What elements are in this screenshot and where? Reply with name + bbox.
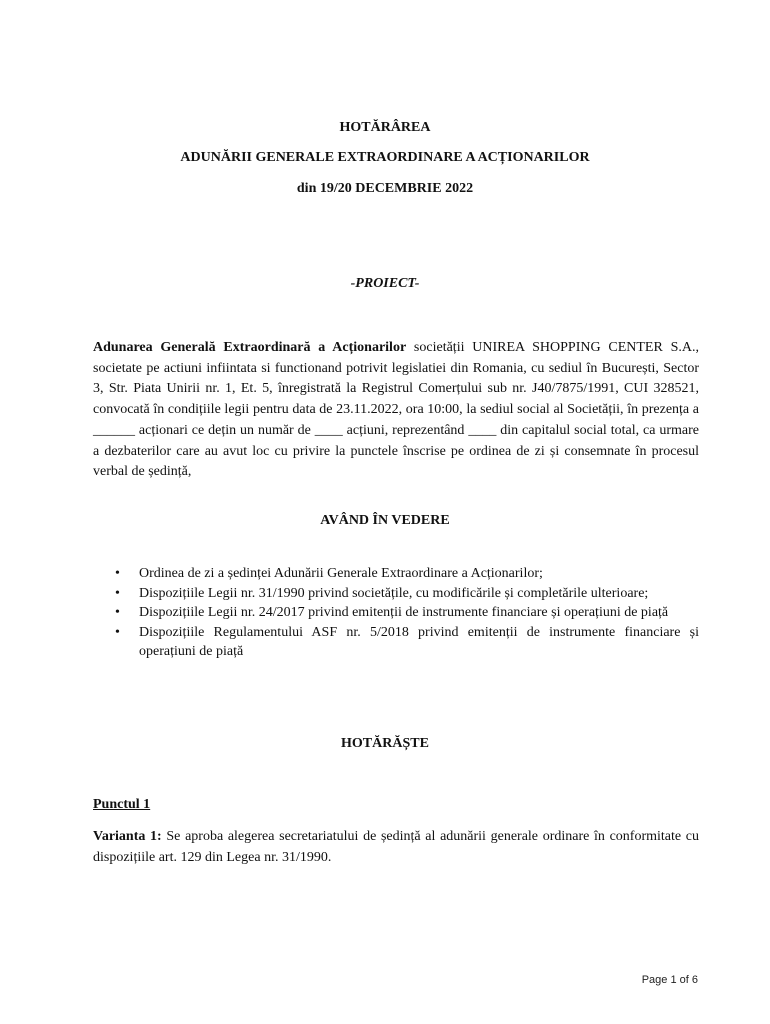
list-item-text: Dispozițiile Legii nr. 31/1990 privind societățile, cu modificările și completările ulterioare; — [139, 585, 649, 601]
page-number: Page 1 of 6 — [641, 974, 698, 986]
bullet-icon: • — [115, 605, 120, 620]
list-item — [93, 564, 699, 584]
list-item-text: Dispozițiile Legii nr. 24/2017 privind emitenții de instrumente financiare și operațiuni de piață — [139, 605, 669, 620]
variant-1-paragraph — [93, 827, 699, 868]
variant-1-text: Se aproba alegerea secretariatului de ședință al adunării generale ordinare în conformitate cu dispozițiile art. 129 din Legea nr. 31/1990. — [93, 829, 699, 865]
point-1-title: Punctul 1 — [93, 797, 151, 812]
bullet-icon: • — [115, 566, 120, 581]
document-subtitle: ADUNĂRII GENERALE EXTRAORDINARE A ACȚIONARILOR — [180, 150, 590, 165]
list-item — [93, 603, 699, 623]
document-date: din 19/20 DECEMBRIE 2022 — [296, 181, 474, 196]
list-item-text: Ordinea de zi a ședinței Adunării Generale Extraordinare a Acționarilor; — [139, 566, 543, 581]
bullet-icon: • — [115, 624, 120, 640]
list-item — [93, 623, 699, 662]
variant-1-label: Varianta 1: — [93, 829, 162, 844]
document-title: HOTĂRÂREA — [339, 120, 431, 135]
decides-heading: HOTĂRĂȘTE — [341, 736, 429, 751]
intro-text: societății UNIREA SHOPPING CENTER S.A., societate pe actiuni infiintata si functionand potrivit legislatiei din Romania, cu sediul în București, Sector 3, Str. Piata Unirii nr. 1, Et. 5, înregistrată la Registrul Comerțului sub nr. J40/7875/1991, CUI 328521, convocată în condițiile legii pentru data de 23.11.2022, ora 10:00, la sediul social al Societății, în prezența a ______ acționari ce dețin un număr de ____ acțiuni, reprezentând ____ din capitalul social total, ca urmare a dezbaterilor care au avut loc cu privire la punctele înscrise pe ordinea de zi și consemnate în procesul verbal de ședință, — [93, 340, 699, 480]
intro-paragraph — [93, 338, 699, 483]
list-item-text: Dispozițiile Regulamentului ASF nr. 5/2018 privind emitenții de instrumente financiare și operațiuni de piață — [139, 624, 699, 659]
intro-bold-lead: Adunarea Generală Extraordinară a Acționarilor — [93, 340, 407, 355]
list-item — [93, 584, 699, 604]
project-label: -PROIECT- — [350, 276, 420, 291]
considering-list — [93, 564, 699, 662]
bullet-icon: • — [115, 585, 120, 601]
considering-heading: AVÂND ÎN VEDERE — [320, 513, 450, 528]
